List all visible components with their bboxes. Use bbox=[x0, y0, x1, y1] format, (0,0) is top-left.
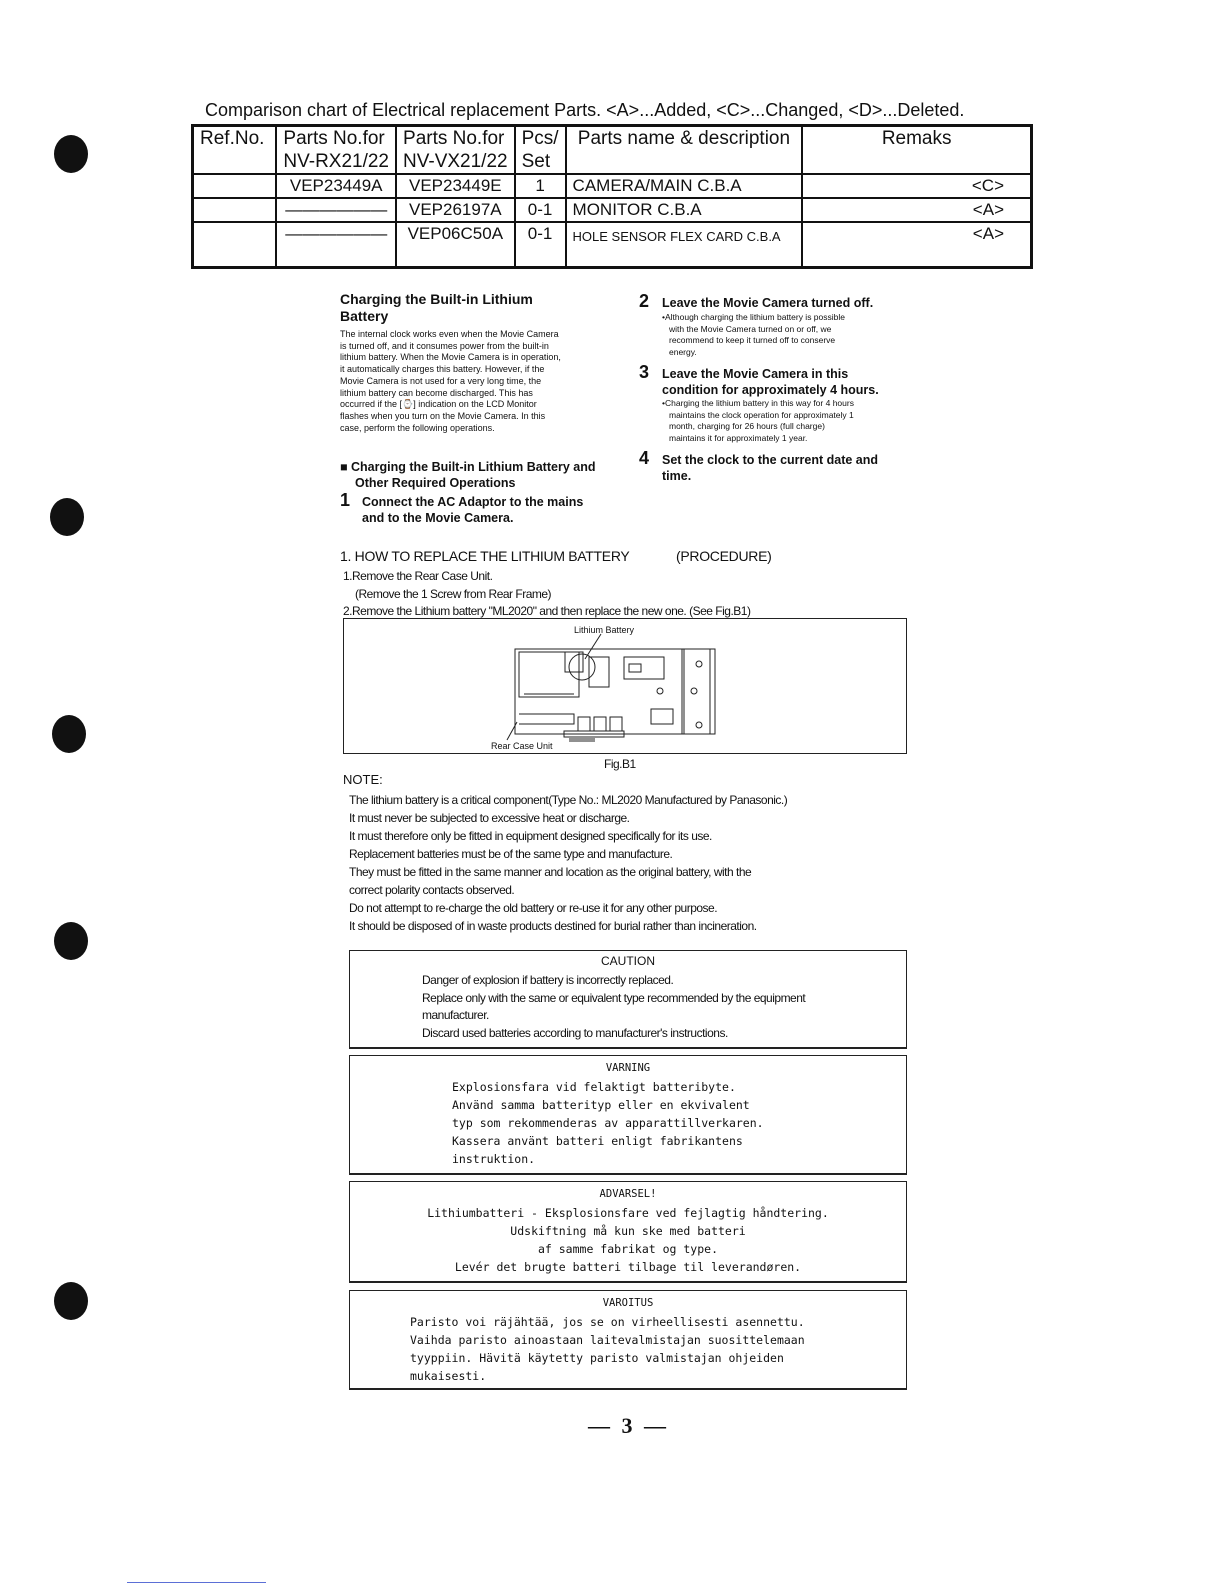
advarsel-box bbox=[349, 1181, 907, 1283]
caution-title: CAUTION bbox=[601, 954, 655, 968]
cell-vx: VEP23449E bbox=[396, 174, 515, 198]
advarsel-text: Lithiumbatteri - Eksplosionsfare ved fejlagtig håndtering. Udskiftning må kun ske med batteri af samme fabrikat og type. Levér det brugte batteri tilbage til leverandøren. bbox=[427, 1206, 829, 1274]
step-1-text: Connect the AC Adaptor to the mains and to the Movie Camera. bbox=[362, 495, 584, 525]
step-number: 1 bbox=[340, 490, 351, 510]
step-2-text: Leave the Movie Camera turned off. bbox=[662, 296, 874, 310]
cell-remarks: <A> bbox=[802, 198, 1031, 222]
cell-vx: VEP06C50A bbox=[396, 222, 515, 268]
varoitus-box bbox=[349, 1290, 907, 1390]
header-vx: Parts No.for NV-VX21/22 bbox=[396, 126, 515, 175]
procedure-label: (PROCEDURE) bbox=[676, 548, 772, 564]
cell-rx: VEP23449A bbox=[276, 174, 396, 198]
cell-remarks: <A> bbox=[802, 222, 1031, 268]
battery-location-diagram bbox=[344, 619, 906, 753]
caution-box bbox=[349, 950, 907, 1049]
cell-rx: —————— bbox=[276, 198, 396, 222]
binder-hole-2 bbox=[50, 498, 84, 536]
scan-artifact-line bbox=[127, 1582, 266, 1583]
binder-hole-1 bbox=[54, 135, 88, 173]
varoitus-text: Paristo voi räjähtää, jos se on virheellisesti asennettu. Vaihda paristo ainoastaan laitevalmistajan suosittelemaan tyyppiin. Hävitä käytetty paristo valmistajan ohjeiden mukaisesti. bbox=[410, 1315, 805, 1383]
charging-subheading: ■ Charging the Built-in Lithium Battery and Other Required Operations bbox=[340, 460, 596, 490]
procedure-step-1: 1.Remove the Rear Case Unit. bbox=[343, 569, 493, 583]
table-row bbox=[193, 174, 1032, 198]
header-ref: Ref.No. bbox=[193, 126, 277, 175]
table-row bbox=[193, 198, 1032, 222]
caution-text: Danger of explosion if battery is incorrectly replaced. Replace only with the same or equivalent type recommended by the equipment manufacturer. Discard used batteries according to manufacturer's instructions. bbox=[422, 973, 806, 1040]
parts-table bbox=[191, 124, 1033, 269]
label-rear-case-unit: Rear Case Unit bbox=[491, 741, 553, 751]
cell-ref bbox=[193, 222, 277, 268]
advarsel-title: ADVARSEL! bbox=[599, 1188, 657, 1200]
varning-title: VARNING bbox=[605, 1062, 651, 1074]
step-number: 2 bbox=[639, 291, 650, 311]
cell-ref bbox=[193, 174, 277, 198]
varoitus-title: VAROITUS bbox=[602, 1297, 654, 1309]
figure-caption: Fig.B1 bbox=[604, 757, 636, 771]
table-row bbox=[193, 222, 1032, 268]
cell-vx: VEP26197A bbox=[396, 198, 515, 222]
cell-ref bbox=[193, 198, 277, 222]
comparison-chart-title: Comparison chart of Electrical replacement Parts. <A>...Added, <C>...Changed, <D>...Deleted. bbox=[205, 100, 965, 120]
charging-title: Charging the Built-in Lithium Battery bbox=[340, 291, 533, 324]
cell-remarks: <C> bbox=[802, 174, 1031, 198]
step-3-text: Leave the Movie Camera in this condition for approximately 4 hours. bbox=[662, 367, 879, 397]
label-lithium-battery: Lithium Battery bbox=[574, 625, 635, 635]
varning-box bbox=[349, 1055, 907, 1175]
cell-name: CAMERA/MAIN C.B.A bbox=[566, 174, 803, 198]
step-number: 4 bbox=[639, 448, 650, 468]
cell-rx: —————— bbox=[276, 222, 396, 268]
binder-hole-5 bbox=[54, 1282, 88, 1320]
header-name: Parts name & description bbox=[566, 126, 803, 175]
step-3-note: •Charging the lithium battery in this way for 4 hours maintains the clock operation for approximately 1 month, charging for 26 hours (full charge) maintains it for approximately 1 year. bbox=[662, 398, 854, 443]
step-2-note: •Although charging the lithium battery is possible with the Movie Camera turned on or off, we recommend to keep it turned off to conserve energy. bbox=[662, 312, 845, 357]
figure-b1 bbox=[343, 618, 907, 754]
step-4-text: Set the clock to the current date and time. bbox=[662, 453, 879, 483]
cell-pcs: 0-1 bbox=[515, 198, 566, 222]
charging-body: The internal clock works even when the Movie Camera is turned off, and it consumes power from the built-in lithium battery. When the Movie Camera is in operation, it automatically charges this battery. However, if the Movie Camera is not used for a very long time, the lithium battery can become discharged. This has occurred if the [⌚] indication on the LCD Monitor flashes when you turn on the Movie Camera. In this case, perform the following operations. bbox=[340, 329, 561, 433]
step-number: 3 bbox=[639, 362, 650, 382]
binder-hole-3 bbox=[52, 715, 86, 753]
procedure-heading: 1. HOW TO REPLACE THE LITHIUM BATTERY bbox=[340, 548, 630, 564]
procedure-step-2: 2.Remove the Lithium battery "ML2020" and then replace the new one. (See Fig.B1) bbox=[343, 604, 751, 618]
varning-text: Explosionsfara vid felaktigt batteribyte. Använd samma batterityp eller en ekvivalent typ som rekommenderas av apparattillverkaren. Kassera använt batteri enligt fabrikantens instruktion. bbox=[452, 1080, 764, 1166]
cell-name: HOLE SENSOR FLEX CARD C.B.A bbox=[566, 222, 803, 268]
header-remarks: Remaks bbox=[802, 126, 1031, 175]
note-title: NOTE: bbox=[343, 772, 383, 787]
header-pcs: Pcs/ Set bbox=[515, 126, 566, 175]
page-number: — 3 — bbox=[588, 1413, 669, 1438]
binder-hole-4 bbox=[54, 922, 88, 960]
cell-name: MONITOR C.B.A bbox=[566, 198, 803, 222]
cell-pcs: 1 bbox=[515, 174, 566, 198]
cell-pcs: 0-1 bbox=[515, 222, 566, 268]
note-body: The lithium battery is a critical component(Type No.: ML2020 Manufactured by Panasonic.) It must never be subjected to excessive heat or discharge. It must therefore only be fitted in equipment designed specifically for its use. Replacement batteries must be of the same type and manufacture. They must be fitted in the same manner and location as the original battery, with the correct polarity contacts observed. Do not attempt to re-charge the old battery or re-use it for any other purpose. It should be disposed of in waste products destined for burial rather than incineration. bbox=[349, 793, 788, 933]
header-rx: Parts No.for NV-RX21/22 bbox=[276, 126, 396, 175]
table-header-row bbox=[193, 126, 1032, 175]
procedure-step-1-detail: (Remove the 1 Screw from Rear Frame) bbox=[355, 587, 552, 601]
